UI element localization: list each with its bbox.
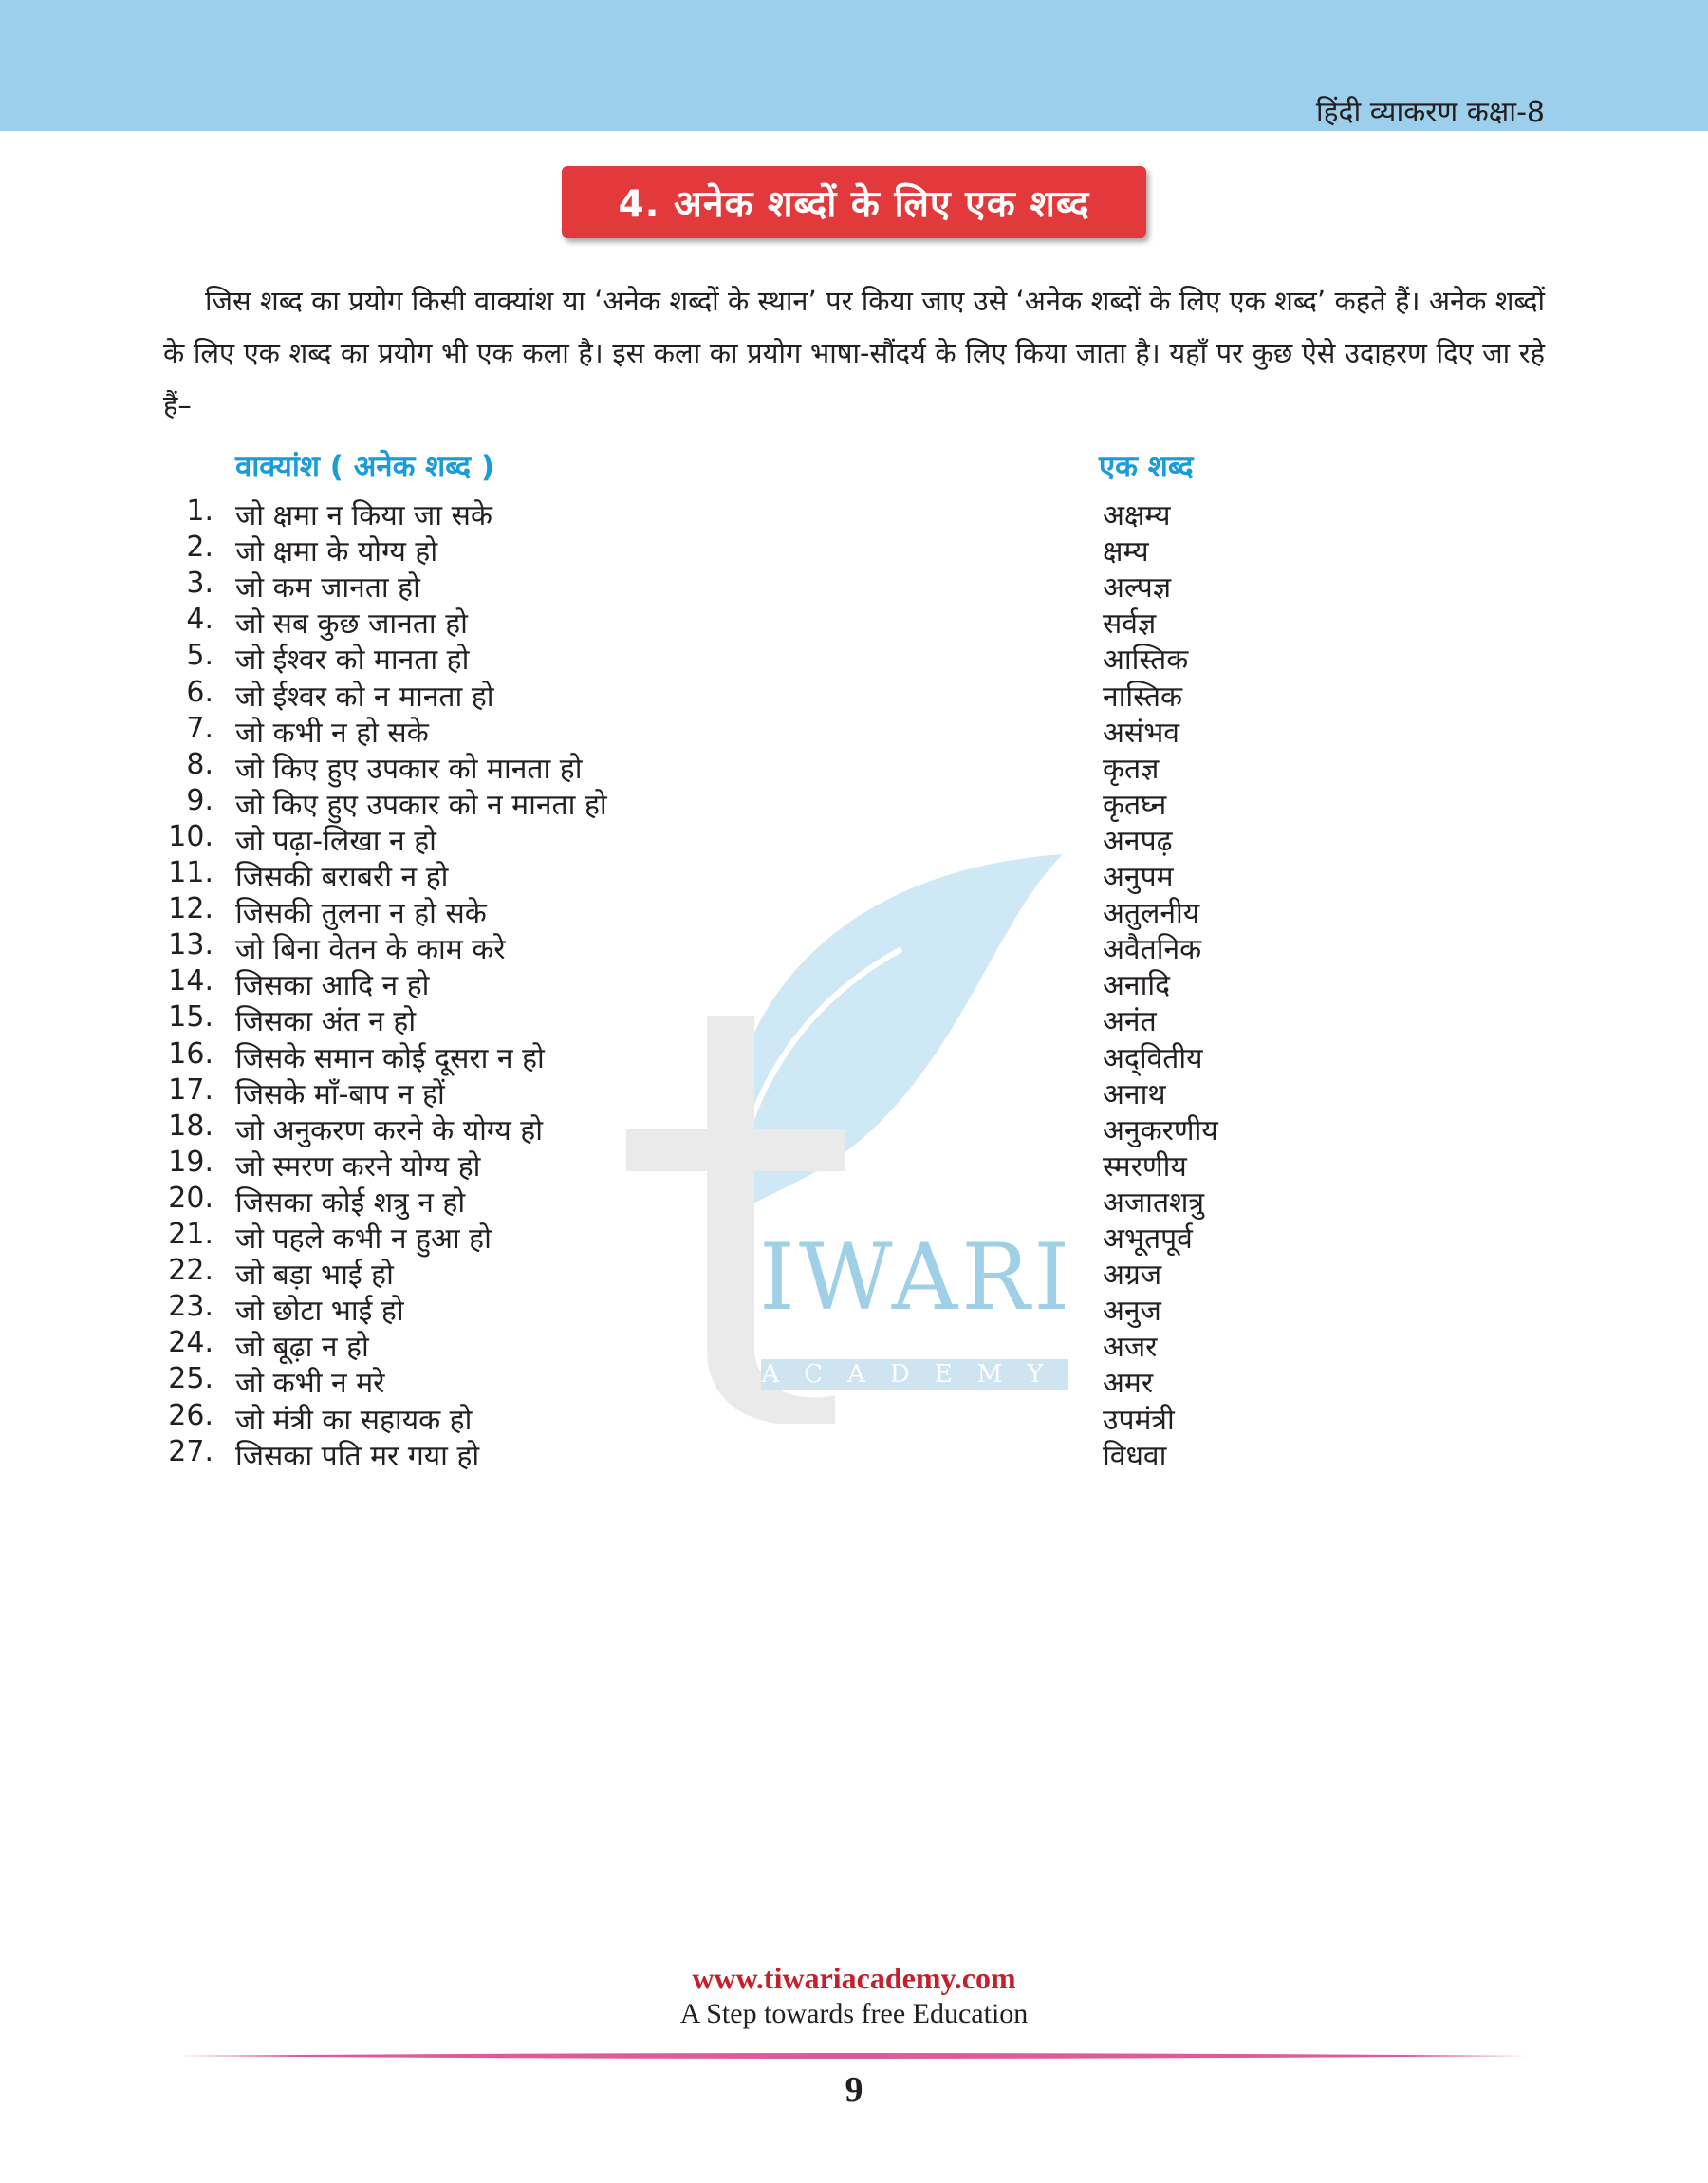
item-word: स्मरणीय xyxy=(1103,1149,1187,1184)
column-heading-word: एक शब्द xyxy=(1099,450,1194,484)
item-phrase: जिसकी तुलना न हो सके xyxy=(235,897,487,931)
watermark-academy-text: ACADEMY xyxy=(761,1360,1068,1389)
item-word: अतुलनीय xyxy=(1103,897,1200,931)
item-number: 25. xyxy=(168,1362,214,1396)
item-word: अजर xyxy=(1103,1331,1158,1365)
item-number: 1. xyxy=(186,494,214,528)
item-word: अनपढ़ xyxy=(1103,824,1173,858)
item-number: 26. xyxy=(168,1398,214,1432)
item-word: अनाथ xyxy=(1103,1077,1166,1111)
item-number: 3. xyxy=(186,567,214,601)
item-phrase: जो किए हुए उपकार को मानता हो xyxy=(235,752,583,786)
item-number: 16. xyxy=(168,1036,214,1071)
item-number: 6. xyxy=(186,675,214,709)
item-phrase: जो कम जानता हो xyxy=(235,571,420,606)
item-phrase: जो अनुकरण करने के योग्य हो xyxy=(235,1113,543,1147)
item-number: 20. xyxy=(168,1181,214,1215)
footer-tagline: A Step towards free Education xyxy=(679,1998,1029,2029)
item-number: 24. xyxy=(168,1326,214,1360)
item-word: अल्पज्ञ xyxy=(1103,571,1172,606)
item-word: अग्रज xyxy=(1103,1259,1162,1293)
item-number: 8. xyxy=(186,747,214,781)
item-number: 13. xyxy=(168,928,214,962)
item-word: अनुकरणीय xyxy=(1103,1113,1218,1147)
item-word: अवैतनिक xyxy=(1103,933,1202,967)
item-phrase: जो क्षमा न किया जा सके xyxy=(235,499,492,532)
item-word: कृतघ्न xyxy=(1103,788,1167,822)
item-number: 12. xyxy=(168,892,214,926)
item-word: अनुपम xyxy=(1103,861,1174,894)
item-number: 9. xyxy=(186,783,214,817)
chapter-title: 4. अनेक शब्दों के लिए एक शब्द xyxy=(618,182,1090,226)
item-phrase: जिसके माँ-बाप न हों xyxy=(235,1077,445,1111)
item-phrase: जो किए हुए उपकार को न मानता हो xyxy=(235,788,607,822)
item-word: कृतज्ञ xyxy=(1103,752,1160,786)
item-word: सर्वज्ञ xyxy=(1103,607,1157,642)
item-number: 18. xyxy=(168,1109,214,1143)
item-phrase: जो मंत्री का सहायक हो xyxy=(235,1403,473,1437)
item-number: 15. xyxy=(168,1000,214,1035)
item-number: 7. xyxy=(186,711,214,745)
item-number: 14. xyxy=(168,964,214,998)
item-word: असंभव xyxy=(1103,716,1179,750)
item-word: विधवा xyxy=(1103,1439,1167,1473)
watermark-iwari-text: IWARI xyxy=(759,1224,1074,1331)
intro-paragraph xyxy=(163,275,1545,432)
item-number: 17. xyxy=(168,1073,214,1107)
item-number: 27. xyxy=(168,1434,214,1468)
item-phrase: जो सब कुछ जानता हो xyxy=(235,607,468,642)
item-phrase: जो पढ़ा-लिखा न हो xyxy=(235,824,436,858)
item-word: अक्षम्य xyxy=(1103,499,1171,532)
item-phrase: जो बिना वेतन के काम करे xyxy=(235,933,506,967)
item-word: अभूतपूर्व xyxy=(1103,1222,1193,1256)
item-phrase: जो क्षमा के योग्य हो xyxy=(235,535,438,569)
item-phrase: जो बूढ़ा न हो xyxy=(235,1331,369,1365)
item-phrase: जो छोटा भाई हो xyxy=(235,1295,404,1329)
item-phrase: जो ईश्वर को मानता हो xyxy=(235,644,470,678)
item-word: अनुज xyxy=(1103,1295,1161,1329)
item-number: 22. xyxy=(168,1254,214,1288)
item-phrase: जो पहले कभी न हुआ हो xyxy=(235,1222,492,1256)
item-word: क्षम्य xyxy=(1103,535,1149,569)
item-phrase: जो कभी न मरे xyxy=(235,1367,385,1401)
item-word: उपमंत्री xyxy=(1103,1403,1175,1437)
item-phrase: जो स्मरण करने योग्य हो xyxy=(235,1149,481,1184)
page-number: 9 xyxy=(845,2070,863,2110)
item-phrase: जिसका पति मर गया हो xyxy=(235,1439,480,1473)
item-number: 4. xyxy=(186,603,214,637)
item-word: नास्तिक xyxy=(1103,680,1182,714)
item-word: अमर xyxy=(1103,1367,1154,1401)
item-number: 21. xyxy=(168,1218,214,1251)
column-heading-phrase: वाक्यांश ( अनेक शब्द ) xyxy=(235,450,495,484)
item-word: अद्‌वितीय xyxy=(1103,1041,1203,1075)
item-phrase: जो ईश्वर को न मानता हो xyxy=(235,680,494,714)
item-phrase: जो बड़ा भाई हो xyxy=(235,1259,394,1293)
item-number: 5. xyxy=(186,639,214,673)
chapter-title-badge xyxy=(562,166,1146,238)
list-item xyxy=(0,1435,1708,1483)
item-phrase: जिसकी बराबरी न हो xyxy=(235,861,449,894)
item-word: अनंत xyxy=(1103,1005,1157,1039)
item-phrase: जिसका आदि न हो xyxy=(235,969,430,1003)
item-phrase: जिसका कोई शत्रु न हो xyxy=(235,1185,466,1220)
footer-divider xyxy=(180,2052,1528,2060)
item-phrase: जिसका अंत न हो xyxy=(235,1005,417,1039)
intro-text: जिस शब्द का प्रयोग किसी वाक्यांश या ‘अनेक शब्दों के स्थान’ पर किया जाए उसे ‘अनेक शब्दों के लिए एक शब्द’ कहते हैं। अनेक शब्दों के लिए एक शब्द का प्रयोग भी एक कला है। इस कला का प्रयोग भाषा-सौंदर्य के लिए किया जाता है। यहाँ पर कुछ ऐसे उदाहरण दिए जा रहे हैं– xyxy=(163,285,1545,421)
item-phrase: जो कभी न हो सके xyxy=(235,716,429,750)
footer-url-link[interactable]: www.tiwariacademy.com xyxy=(692,1961,1016,1995)
book-title: हिंदी व्याकरण कक्षा-8 xyxy=(1315,96,1545,129)
item-word: अजातशत्रु xyxy=(1103,1185,1205,1220)
item-number: 10. xyxy=(168,819,214,853)
item-phrase: जिसके समान कोई दूसरा न हो xyxy=(235,1041,545,1075)
item-number: 2. xyxy=(186,531,214,565)
item-word: अनादि xyxy=(1103,969,1171,1003)
item-word: आस्तिक xyxy=(1103,644,1189,678)
item-number: 11. xyxy=(168,856,214,889)
item-number: 23. xyxy=(168,1290,214,1324)
item-number: 19. xyxy=(168,1145,214,1179)
